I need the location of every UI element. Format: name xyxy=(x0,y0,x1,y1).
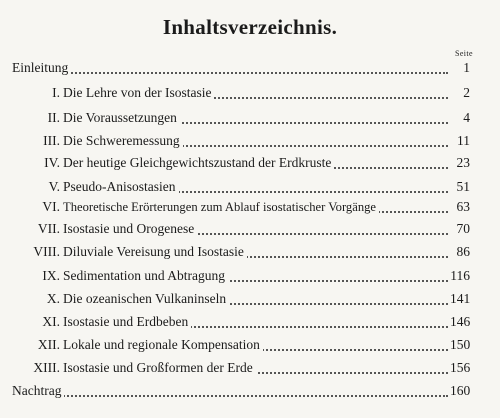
chapter-title: Die Voraussetzungen xyxy=(63,107,180,129)
page-column-header: Seite xyxy=(455,49,473,58)
toc-entry xyxy=(0,196,500,218)
page-number: 11 xyxy=(457,133,470,148)
chapter-title: Isostasie und Orogenese xyxy=(63,218,197,240)
leader-dots xyxy=(12,395,448,397)
page-number: 141 xyxy=(450,291,471,306)
toc-entry xyxy=(0,357,500,379)
toc-entry xyxy=(0,82,500,104)
chapter-title: Pseudo-Anisostasien xyxy=(63,176,179,198)
chapter-title: Sedimentation und Abtragung xyxy=(63,265,228,287)
chapter-title: Isostasie und Erdbeben xyxy=(63,311,191,333)
page-number: 160 xyxy=(450,383,471,398)
chapter-number: VII. xyxy=(37,221,60,236)
chapter-number: XIII. xyxy=(33,360,60,375)
chapter-title: Diluviale Vereisung und Isostasie xyxy=(63,241,247,263)
chapter-title: Die Lehre von der Isostasie xyxy=(63,82,214,104)
chapter-number: VIII. xyxy=(33,244,60,259)
chapter-title: Lokale und regionale Kompensation xyxy=(63,334,263,356)
toc-entry xyxy=(0,334,500,356)
page-number: 1 xyxy=(463,60,470,75)
chapter-title: Einleitung xyxy=(12,57,71,79)
chapter-number: IX. xyxy=(42,268,60,283)
chapter-number: XI. xyxy=(42,314,60,329)
chapter-number: III. xyxy=(43,133,60,148)
toc-entry xyxy=(0,152,500,174)
page-number: 70 xyxy=(456,221,470,236)
page-number: 4 xyxy=(463,110,470,125)
toc-entry xyxy=(0,218,500,240)
chapter-title: Die Schweremessung xyxy=(63,130,183,152)
chapter-title: Der heutige Gleichgewichtszustand der Erdkruste xyxy=(63,152,334,174)
page-number: 51 xyxy=(456,179,470,194)
toc-entry xyxy=(0,130,500,152)
page-number: 156 xyxy=(450,360,471,375)
leader-dots xyxy=(12,72,448,74)
toc-entry xyxy=(0,241,500,263)
page-number: 116 xyxy=(450,268,470,283)
chapter-number: I. xyxy=(52,85,60,100)
toc-entry xyxy=(0,265,500,287)
chapter-number: V. xyxy=(48,179,60,194)
chapter-title: Theoretische Erörterungen zum Ablauf isostatischer Vorgänge xyxy=(63,196,379,218)
chapter-number: XII. xyxy=(37,337,60,352)
chapter-title: Nachtrag xyxy=(12,380,64,402)
chapter-number: X. xyxy=(46,291,60,306)
toc-entry xyxy=(0,176,500,198)
page-number: 2 xyxy=(463,85,470,100)
chapter-title: Die ozeanischen Vulkaninseln xyxy=(63,288,229,310)
toc-entry xyxy=(0,311,500,333)
page-number: 150 xyxy=(450,337,471,352)
chapter-number: II. xyxy=(47,110,60,125)
toc-entry xyxy=(0,380,500,402)
toc-entry xyxy=(0,57,500,79)
page-number: 146 xyxy=(450,314,471,329)
page-number: 86 xyxy=(456,244,470,259)
chapter-title: Isostasie und Großformen der Erde xyxy=(63,357,256,379)
toc-title: Inhaltsverzeichnis. xyxy=(162,15,338,39)
page-number: 23 xyxy=(456,155,470,170)
toc-entry xyxy=(0,107,500,129)
chapter-number: VI. xyxy=(42,199,60,214)
toc-entry xyxy=(0,288,500,310)
page-number: 63 xyxy=(456,199,470,214)
chapter-number: IV. xyxy=(44,155,60,170)
